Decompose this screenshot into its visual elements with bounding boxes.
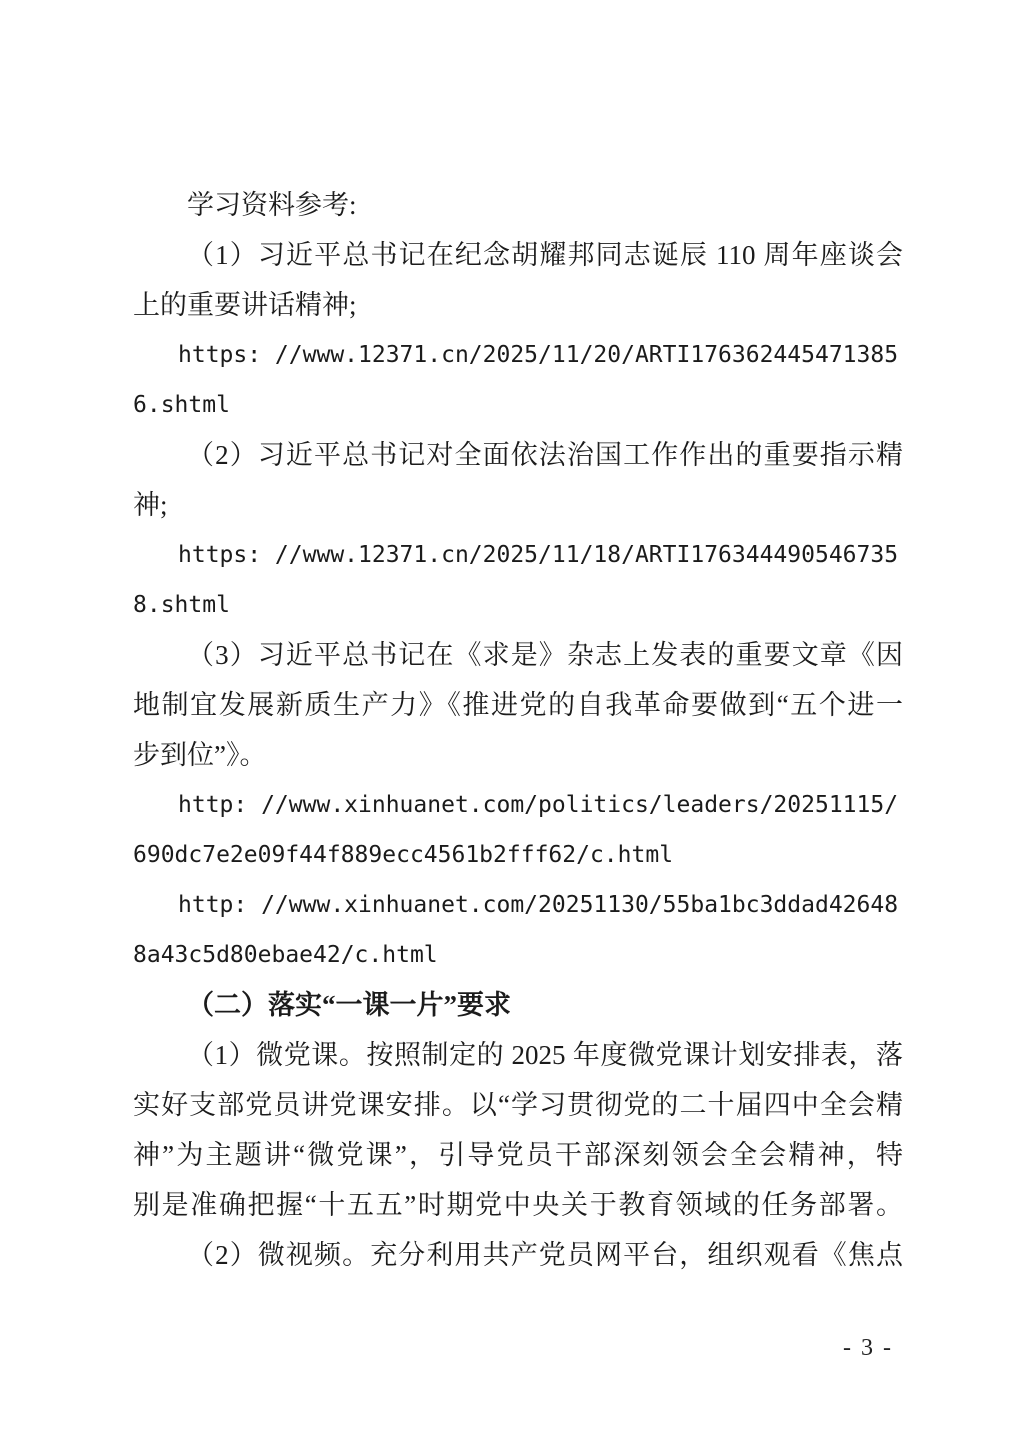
section-heading: （二）落实“一课一片”要求 (187, 990, 511, 1020)
url-line: 8a43c5d80ebae42/c.html (133, 942, 438, 968)
body-text-line: （2）微视频。充分利用共产党员网平台，组织观看《焦点 (187, 1240, 903, 1270)
body-text-line: 别是准确把握“十五五”时期党中央关于教育领域的任务部署。 (133, 1190, 903, 1220)
url-line: https: //www.12371.cn/2025/11/18/ARTI176344490546735 (178, 542, 899, 568)
body-text-line: 实好支部党员讲党课安排。以“学习贯彻党的二十届四中全会精 (133, 1090, 903, 1120)
document-body (133, 180, 903, 1280)
body-text-line: 神”为主题讲“微党课”，引导党员干部深刻领会全会精神，特 (133, 1140, 903, 1170)
body-text-line: 学习资料参考: (187, 190, 357, 220)
body-text-line: （2）习近平总书记对全面依法治国工作作出的重要指示精 (187, 440, 903, 470)
url-line: 690dc7e2e09f44f889ecc4561b2fff62/c.html (133, 842, 674, 868)
body-text-line: （1）习近平总书记在纪念胡耀邦同志诞辰 110 周年座谈会 (187, 240, 903, 270)
body-text-line: 上的重要讲话精神; (133, 290, 357, 320)
url-line: http: //www.xinhuanet.com/politics/leaders/20251115/ (178, 792, 899, 818)
body-text-line: （1）微党课。按照制定的 2025 年度微党课计划安排表，落 (187, 1040, 903, 1070)
url-line: http: //www.xinhuanet.com/20251130/55ba1bc3ddad42648 (178, 892, 899, 918)
url-line: 8.shtml (133, 592, 230, 618)
body-text-line: 神; (133, 490, 168, 520)
url-line: https: //www.12371.cn/2025/11/20/ARTI176362445471385 (178, 342, 899, 368)
body-text-line: 步到位”》。 (133, 740, 267, 770)
body-text-line: 地制宜发展新质生产力》《推进党的自我革命要做到“五个进一 (133, 690, 903, 720)
body-text-line: （3）习近平总书记在《求是》杂志上发表的重要文章《因 (187, 640, 903, 670)
url-line: 6.shtml (133, 392, 230, 418)
page-number: - 3 - (843, 1335, 893, 1361)
